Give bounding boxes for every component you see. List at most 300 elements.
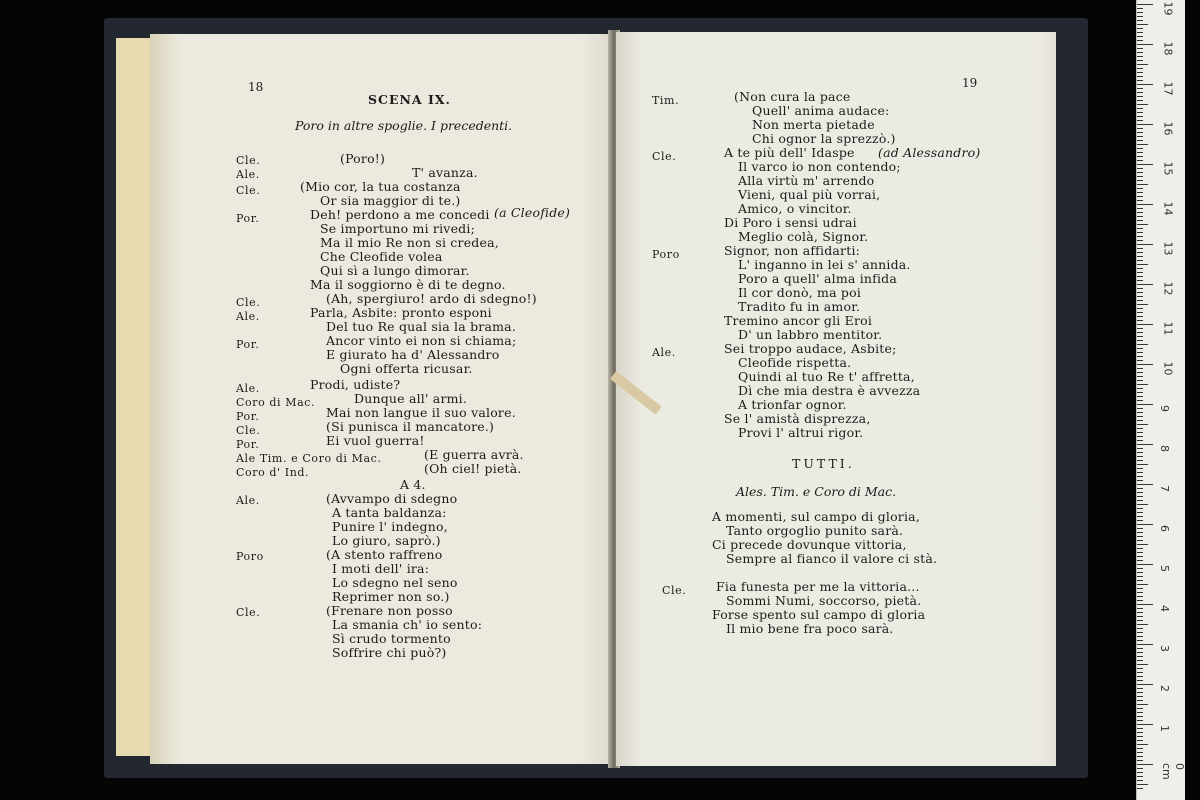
verse-line: Del tuo Re qual sia la brama. <box>326 319 516 334</box>
ruler-label: 12 <box>1161 281 1175 296</box>
verse-line: I moti dell' ira: <box>332 561 430 576</box>
ruler-tick <box>1137 208 1143 209</box>
ruler-tick <box>1137 120 1143 121</box>
ruler-tick <box>1137 316 1143 317</box>
ruler-tick <box>1137 784 1148 785</box>
ruler-tick <box>1137 404 1153 405</box>
verse-line: Prodi, udiste? <box>310 377 401 392</box>
ruler-tick <box>1137 528 1143 529</box>
ruler-tick <box>1137 12 1143 13</box>
ruler-tick <box>1137 508 1143 509</box>
ruler-tick <box>1137 588 1143 589</box>
verse-line: Punire l' indegno, <box>332 519 448 534</box>
ruler-label: 11 <box>1161 321 1175 336</box>
ruler-tick <box>1137 156 1143 157</box>
ruler-tick <box>1137 560 1143 561</box>
ruler-tick <box>1137 516 1143 517</box>
tutti-heading: TUTTI. <box>792 456 855 471</box>
ruler-tick <box>1137 668 1143 669</box>
ruler-tick <box>1137 728 1143 729</box>
ruler-tick <box>1137 92 1143 93</box>
ruler-tick <box>1137 188 1143 189</box>
ruler-tick <box>1137 356 1143 357</box>
ruler-tick <box>1137 444 1153 445</box>
speaker-label: Cle. <box>236 424 261 437</box>
ruler-tick <box>1137 364 1153 365</box>
speaker-label: Ale. <box>652 346 676 359</box>
verse-line: (Oh ciel! pietà. <box>424 461 522 476</box>
ruler-tick <box>1137 564 1153 565</box>
verse-line: Ma il soggiorno è di te degno. <box>310 277 506 292</box>
ruler-tick <box>1137 88 1143 89</box>
ruler-tick <box>1137 724 1153 725</box>
verse-line: T' avanza. <box>412 165 478 180</box>
ruler-tick <box>1137 548 1143 549</box>
speaker-label: Coro di Mac. <box>236 396 316 409</box>
page-number: 18 <box>248 80 264 94</box>
verse-line: Amico, o vincitor. <box>738 201 852 216</box>
verse-line: Deh! perdono a me concedi <box>310 207 490 222</box>
verse-line: Meglio colà, Signor. <box>738 229 869 244</box>
ruler-tick <box>1137 332 1143 333</box>
chorus-line: A momenti, sul campo di gloria, <box>712 509 920 524</box>
ruler-tick <box>1137 736 1143 737</box>
ruler-tick <box>1137 704 1148 705</box>
ruler-tick <box>1137 712 1143 713</box>
verse-line: Alla virtù m' arrendo <box>738 173 875 188</box>
verse-line: E giurato ha d' Alessandro <box>326 347 500 362</box>
ruler-tick <box>1137 304 1148 305</box>
verse-line: (Si punisca il mancatore.) <box>326 419 495 434</box>
verse-line: Non merta pietade <box>752 117 875 132</box>
ruler-tick <box>1137 584 1148 585</box>
ruler-tick <box>1137 572 1143 573</box>
left-page <box>150 34 612 764</box>
ruler-tick <box>1137 680 1143 681</box>
ruler-tick <box>1137 416 1143 417</box>
ruler-tick <box>1137 168 1143 169</box>
ruler-tick <box>1137 248 1143 249</box>
ruler-tick <box>1137 76 1143 77</box>
ruler-label: 3 <box>1158 645 1171 652</box>
ruler-label: 1 <box>1158 725 1171 732</box>
ruler-tick <box>1137 176 1143 177</box>
ruler-tick <box>1137 664 1148 665</box>
verse-line: Ancor vinto ei non si chiama; <box>326 333 517 348</box>
ruler-tick <box>1137 484 1153 485</box>
final-line: Fia funesta per me la vittoria... <box>716 579 920 594</box>
ruler-tick <box>1137 320 1143 321</box>
verse-line: (A stento raffreno <box>326 547 443 562</box>
ruler-tick <box>1137 552 1143 553</box>
speaker-label: Ale. <box>236 382 260 395</box>
ruler-tick <box>1137 112 1143 113</box>
ruler-tick <box>1137 172 1143 173</box>
speaker-label: Poro <box>236 550 264 563</box>
ruler-label: 16 <box>1161 121 1175 136</box>
scene-subheading: Poro in altre spoglie. I precedenti. <box>295 118 513 133</box>
ruler-label: 15 <box>1161 161 1175 176</box>
verse-line: (Ah, spergiuro! ardo di sdegno!) <box>326 291 537 306</box>
ruler-tick <box>1137 768 1143 769</box>
ruler-tick <box>1137 128 1143 129</box>
verse-line: Il varco io non contendo; <box>738 159 901 174</box>
ruler-tick <box>1137 40 1143 41</box>
ruler-tick <box>1137 744 1148 745</box>
ruler-tick <box>1137 512 1143 513</box>
ruler-tick <box>1137 60 1143 61</box>
ruler-tick <box>1137 292 1143 293</box>
verse-line: Chi ognor la sprezzò.) <box>752 131 896 146</box>
ruler-tick <box>1137 152 1143 153</box>
speaker-label: Coro d' Ind. <box>236 466 310 479</box>
ruler-tick <box>1137 64 1148 65</box>
ruler-tick <box>1137 200 1143 201</box>
ruler-label: 9 <box>1158 405 1171 412</box>
ruler-tick <box>1137 160 1143 161</box>
ruler-tick <box>1137 240 1143 241</box>
speaker-label: Cle. <box>236 296 261 309</box>
speaker-label: Cle. <box>236 154 261 167</box>
ruler-tick <box>1137 536 1143 537</box>
ruler-tick <box>1137 424 1148 425</box>
ruler-tick <box>1137 144 1148 145</box>
ruler-tick <box>1137 224 1148 225</box>
ruler-tick <box>1137 400 1143 401</box>
ruler-tick <box>1137 652 1143 653</box>
right-page <box>616 32 1056 766</box>
ruler-tick <box>1137 688 1143 689</box>
ruler-tick <box>1137 80 1143 81</box>
ruler-tick <box>1137 504 1148 505</box>
speaker-label: Por. <box>236 410 260 423</box>
ruler-tick <box>1137 720 1143 721</box>
chorus-line: Ci precede dovunque vittoria, <box>712 537 907 552</box>
verse-line: Il cor donò, ma poi <box>738 285 862 300</box>
ruler-tick <box>1137 124 1153 125</box>
ruler-tick <box>1137 276 1143 277</box>
ruler-tick <box>1137 308 1143 309</box>
ruler-tick <box>1137 624 1148 625</box>
verse-line: L' inganno in lei s' annida. <box>738 257 911 272</box>
ruler-tick <box>1137 300 1143 301</box>
ruler-tick <box>1137 272 1143 273</box>
speaker-label: Cle. <box>662 584 687 597</box>
ruler-tick <box>1137 488 1143 489</box>
ruler-tick <box>1137 184 1148 185</box>
ruler-tick <box>1137 52 1143 53</box>
ruler-tick <box>1137 324 1153 325</box>
ruler-tick <box>1137 284 1153 285</box>
ruler-tick <box>1137 700 1143 701</box>
ruler-tick <box>1137 312 1143 313</box>
verse-line: Quindi al tuo Re t' affretta, <box>738 369 915 384</box>
ruler-tick <box>1137 280 1143 281</box>
ruler-label: 4 <box>1158 605 1171 612</box>
ruler-tick <box>1137 32 1143 33</box>
verse-line: Se importuno mi rivedi; <box>320 221 475 236</box>
speaker-label: Poro <box>652 248 680 261</box>
ruler-tick <box>1137 520 1143 521</box>
ruler-tick <box>1137 448 1143 449</box>
ruler-tick <box>1137 732 1143 733</box>
scene-heading: SCENA IX. <box>368 92 451 107</box>
verse-line: Lo sdegno nel seno <box>332 575 458 590</box>
ruler-tick <box>1137 460 1143 461</box>
ruler-tick <box>1137 628 1143 629</box>
ruler-tick <box>1137 108 1143 109</box>
stage-direction: (a Cleofide) <box>494 205 571 220</box>
ruler-label: 0 cm <box>1160 763 1186 780</box>
ruler-tick <box>1137 116 1143 117</box>
ruler-label: 7 <box>1158 485 1171 492</box>
verse-line: (Poro!) <box>340 151 386 166</box>
page-number: 19 <box>962 76 978 90</box>
ruler-tick <box>1137 592 1143 593</box>
ruler-tick <box>1137 164 1153 165</box>
ruler-tick <box>1137 772 1143 773</box>
ruler-tick <box>1137 216 1143 217</box>
ruler-tick <box>1137 220 1143 221</box>
ruler-tick <box>1137 328 1143 329</box>
ruler-tick <box>1137 136 1143 137</box>
ruler-tick <box>1137 380 1143 381</box>
ruler-tick <box>1137 412 1143 413</box>
verse-line: Signor, non affidarti: <box>724 243 861 258</box>
ruler-tick <box>1137 148 1143 149</box>
verse-line: Lo giuro, saprò.) <box>332 533 441 548</box>
verse-line: Se l' amistà disprezza, <box>724 411 871 426</box>
verse-line: Mai non langue il suo valore. <box>326 405 516 420</box>
verse-line: (Frenare non posso <box>326 603 453 618</box>
ruler-tick <box>1137 428 1143 429</box>
ruler-tick <box>1137 740 1143 741</box>
verse-line: Soffrire chi può?) <box>332 645 447 660</box>
ruler-tick <box>1137 612 1143 613</box>
verse-line: Vieni, qual più vorrai, <box>738 187 881 202</box>
ruler-label: 19 <box>1161 1 1175 16</box>
ruler-tick <box>1137 256 1143 257</box>
ruler-tick <box>1137 440 1143 441</box>
ruler-tick <box>1137 648 1143 649</box>
verse-line: La smania ch' io sento: <box>332 617 483 632</box>
ruler-tick <box>1137 8 1143 9</box>
ruler-tick <box>1137 104 1148 105</box>
speaker-label: Cle. <box>652 150 677 163</box>
ruler-tick <box>1137 16 1143 17</box>
verse-line: Tremino ancor gli Eroi <box>724 313 873 328</box>
ruler-tick <box>1137 260 1143 261</box>
ruler-tick <box>1137 604 1153 605</box>
speaker-label: Por. <box>236 438 260 451</box>
verse-line: Or sia maggior di te.) <box>320 193 461 208</box>
final-line: Il mio bene fra poco sarà. <box>726 621 894 636</box>
chorus-line: Tanto orgoglio punito sarà. <box>726 523 904 538</box>
measuring-ruler <box>1136 0 1185 800</box>
ruler-tick <box>1137 372 1143 373</box>
tutti-speakers: Ales. Tim. e Coro di Mac. <box>736 484 897 499</box>
verse-line: Dunque all' armi. <box>354 391 468 406</box>
ruler-tick <box>1137 348 1143 349</box>
ruler-tick <box>1137 580 1143 581</box>
speaker-label: Ale. <box>236 310 260 323</box>
ruler-tick <box>1137 532 1143 533</box>
ruler-tick <box>1137 140 1143 141</box>
ruler-tick <box>1137 760 1143 761</box>
verse-line: Provi l' altrui rigor. <box>738 425 864 440</box>
ruler-tick <box>1137 464 1148 465</box>
ruler-tick <box>1137 436 1143 437</box>
ruler-tick <box>1137 656 1143 657</box>
speaker-label: Ale Tim. e Coro di Mac. <box>236 452 382 465</box>
ruler-tick <box>1137 776 1143 777</box>
ruler-tick <box>1137 620 1143 621</box>
ruler-label: 5 <box>1158 565 1171 572</box>
ruler-tick <box>1137 480 1143 481</box>
ruler-tick <box>1137 264 1148 265</box>
ruler-label: 6 <box>1158 525 1171 532</box>
ruler-tick <box>1137 376 1143 377</box>
ruler-tick <box>1137 600 1143 601</box>
ruler-tick <box>1137 764 1153 765</box>
ruler-tick <box>1137 752 1143 753</box>
final-line: Forse spento sul campo di gloria <box>712 607 926 622</box>
ruler-tick <box>1137 568 1143 569</box>
verse-line: A te più dell' Idaspe <box>724 145 855 160</box>
verse-line: (Avvampo di sdegno <box>326 491 458 506</box>
ruler-tick <box>1137 96 1143 97</box>
verse-line: Poro a quell' alma infida <box>738 271 898 286</box>
ruler-tick <box>1137 576 1143 577</box>
ruler-tick <box>1137 596 1143 597</box>
verse-line: A tanta baldanza: <box>332 505 447 520</box>
ruler-tick <box>1137 100 1143 101</box>
stage-direction: (ad Alessandro) <box>878 145 981 160</box>
verse-line: (Non cura la pace <box>734 89 851 104</box>
ruler-tick <box>1137 780 1143 781</box>
ruler-tick <box>1137 432 1143 433</box>
ruler-tick <box>1137 684 1153 685</box>
ruler-tick <box>1137 228 1143 229</box>
verse-line: Dì che mia destra è avvezza <box>738 383 921 398</box>
ruler-tick <box>1137 204 1153 205</box>
ruler-tick <box>1137 384 1148 385</box>
ruler-tick <box>1137 524 1153 525</box>
speaker-label: Tim. <box>652 94 680 107</box>
ruler-label: 13 <box>1161 241 1175 256</box>
ruler-tick <box>1137 212 1143 213</box>
ruler-tick <box>1137 476 1143 477</box>
verse-line: Cleofide rispetta. <box>738 355 852 370</box>
ruler-tick <box>1137 368 1143 369</box>
verse-line: Che Cleofide volea <box>320 249 443 264</box>
verse-line: Quell' anima audace: <box>752 103 890 118</box>
ruler-tick <box>1137 456 1143 457</box>
ruler-tick <box>1137 180 1143 181</box>
ruler-tick <box>1137 616 1143 617</box>
verse-line: Ma il mio Re non si credea, <box>320 235 499 250</box>
ruler-tick <box>1137 692 1143 693</box>
ruler-tick <box>1137 496 1143 497</box>
speaker-label: Cle. <box>236 606 261 619</box>
ruler-label: 17 <box>1161 81 1175 96</box>
ruler-tick <box>1137 44 1153 45</box>
ruler-tick <box>1137 672 1143 673</box>
ruler-tick <box>1137 632 1143 633</box>
chorus-line: Sempre al fianco il valore ci stà. <box>726 551 938 566</box>
verse-line: (E guerra avrà. <box>424 447 524 462</box>
verse-line: A trionfar ognor. <box>738 397 847 412</box>
ruler-tick <box>1137 352 1143 353</box>
verse-line: Di Poro i sensi udrai <box>724 215 857 230</box>
ruler-tick <box>1137 72 1143 73</box>
verse-line: Parla, Asbite: pronto esponi <box>310 305 492 320</box>
ruler-tick <box>1137 676 1143 677</box>
final-line: Sommi Numi, soccorso, pietà. <box>726 593 922 608</box>
ruler-tick <box>1137 540 1143 541</box>
ruler-tick <box>1137 788 1143 789</box>
ruler-tick <box>1137 132 1143 133</box>
ruler-tick <box>1137 468 1143 469</box>
ruler-tick <box>1137 252 1143 253</box>
verse-line: Sei troppo audace, Asbite; <box>724 341 897 356</box>
speaker-label: Ale. <box>236 494 260 507</box>
ruler-tick <box>1137 20 1143 21</box>
verse-line: Reprimer non so.) <box>332 589 450 604</box>
verse-line: Ogni offerta ricusar. <box>340 361 473 376</box>
speaker-label: Por. <box>236 212 260 225</box>
ruler-tick <box>1137 500 1143 501</box>
speaker-label: Por. <box>236 338 260 351</box>
ruler-label: 8 <box>1158 445 1171 452</box>
ruler-tick <box>1137 192 1143 193</box>
ruler-tick <box>1137 756 1143 757</box>
ruler-tick <box>1137 28 1143 29</box>
ruler-tick <box>1137 360 1143 361</box>
ruler-tick <box>1137 244 1153 245</box>
ruler-tick <box>1137 36 1143 37</box>
ruler-tick <box>1137 452 1143 453</box>
ruler-tick <box>1137 420 1143 421</box>
verse-line: Ei vuol guerra! <box>326 433 425 448</box>
ruler-tick <box>1137 296 1143 297</box>
ruler-tick <box>1137 68 1143 69</box>
ruler-tick <box>1137 268 1143 269</box>
ruler-tick <box>1137 660 1143 661</box>
ruler-tick <box>1137 472 1143 473</box>
verse-line: A 4. <box>400 477 426 492</box>
verse-line: D' un labbro mentitor. <box>738 327 883 342</box>
ruler-tick <box>1137 24 1148 25</box>
ruler-tick <box>1137 716 1143 717</box>
verse-line: (Mio cor, la tua costanza <box>300 179 461 194</box>
ruler-tick <box>1137 340 1143 341</box>
ruler-tick <box>1137 408 1143 409</box>
ruler-tick <box>1137 640 1143 641</box>
ruler-tick <box>1137 556 1143 557</box>
ruler-tick <box>1137 608 1143 609</box>
ruler-tick <box>1137 644 1153 645</box>
ruler-tick <box>1137 288 1143 289</box>
verse-line: Tradito fu in amor. <box>738 299 861 314</box>
ruler-tick <box>1137 4 1153 5</box>
ruler-tick <box>1137 232 1143 233</box>
speaker-label: Cle. <box>236 184 261 197</box>
verse-line: Sì crudo tormento <box>332 631 451 646</box>
ruler-tick <box>1137 236 1143 237</box>
ruler-tick <box>1137 196 1143 197</box>
ruler-tick <box>1137 48 1143 49</box>
